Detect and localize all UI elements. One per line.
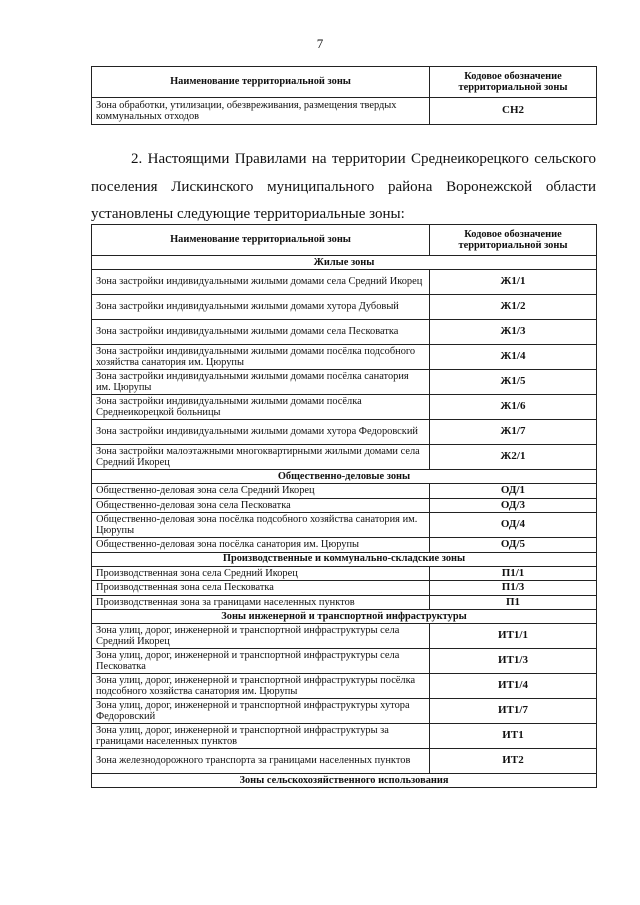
zone-code: Ж1/4 bbox=[430, 345, 597, 370]
section-title: Зоны инженерной и транспортной инфраструктуры bbox=[92, 610, 597, 624]
header-zone-name: Наименование территориальной зоны bbox=[92, 225, 430, 256]
zone-name: Зона застройки индивидуальными жилыми домами села Средний Икорец bbox=[92, 270, 430, 295]
table-row bbox=[92, 699, 597, 724]
zone-code: ОД/1 bbox=[430, 484, 597, 499]
zone-code: Ж1/3 bbox=[430, 320, 597, 345]
zone-code: П1 bbox=[430, 595, 597, 610]
header-zone-code: Кодовое обозначение территориальной зоны bbox=[430, 225, 597, 256]
zone-code: П1/3 bbox=[430, 581, 597, 596]
zone-name: Производственная зона за границами населенных пунктов bbox=[92, 595, 430, 610]
section-row bbox=[92, 610, 597, 624]
zone-name: Общественно-деловая зона посёлка подсобного хозяйства санатория им. Цюрупы bbox=[92, 513, 430, 538]
zone-code: ИТ1/3 bbox=[430, 649, 597, 674]
zone-name: Зона застройки индивидуальными жилыми домами посёлка подсобного хозяйства санатория им. Цюрупы bbox=[92, 345, 430, 370]
table-row bbox=[92, 581, 597, 596]
section-title: Производственные и коммунально-складские зоны bbox=[92, 552, 597, 566]
table-row bbox=[92, 395, 597, 420]
section-row bbox=[92, 552, 597, 566]
zone-name: Зона застройки индивидуальными жилыми домами хутора Федоровский bbox=[92, 420, 430, 445]
zone-name: Зона обработки, утилизации, обезвреживания, размещения твердых коммунальных отходов bbox=[92, 98, 430, 125]
zone-name: Зона улиц, дорог, инженерной и транспортной инфраструктуры посёлка подсобного хозяйства санатория им. Цюрупы bbox=[92, 674, 430, 699]
table-header-row bbox=[92, 67, 597, 98]
table-row bbox=[92, 595, 597, 610]
zone-name: Зона улиц, дорог, инженерной и транспортной инфраструктуры за границами населенных пунктов bbox=[92, 724, 430, 749]
zone-code: ИТ1/4 bbox=[430, 674, 597, 699]
table-row bbox=[92, 513, 597, 538]
zone-code: ОД/5 bbox=[430, 538, 597, 553]
zone-name: Общественно-деловая зона посёлка санатория им. Цюрупы bbox=[92, 538, 430, 553]
header-zone-code: Кодовое обозначение территориальной зоны bbox=[430, 67, 597, 98]
zone-name: Зона застройки индивидуальными жилыми домами посёлка Среднеикорецкой больницы bbox=[92, 395, 430, 420]
table-row bbox=[92, 320, 597, 345]
zone-code: ИТ1 bbox=[430, 724, 597, 749]
table-row bbox=[92, 345, 597, 370]
table-row bbox=[92, 724, 597, 749]
zone-code: Ж1/6 bbox=[430, 395, 597, 420]
zone-name: Производственная зона села Песковатка bbox=[92, 581, 430, 596]
zone-code: ИТ2 bbox=[430, 749, 597, 774]
table-row bbox=[92, 566, 597, 581]
zone-name: Общественно-деловая зона села Песковатка bbox=[92, 498, 430, 513]
body-paragraph bbox=[91, 146, 596, 229]
section-title: Жилые зоны bbox=[92, 256, 597, 270]
section-row bbox=[92, 470, 597, 484]
section-title: Общественно-деловые зоны bbox=[92, 470, 597, 484]
zone-name: Зона улиц, дорог, инженерной и транспортной инфраструктуры села Средний Икорец bbox=[92, 624, 430, 649]
table-row bbox=[92, 624, 597, 649]
zone-name: Зона застройки индивидуальными жилыми домами села Песковатка bbox=[92, 320, 430, 345]
zone-name: Зона застройки малоэтажными многоквартирными жилыми домами села Средний Икорец bbox=[92, 445, 430, 470]
table-row bbox=[92, 420, 597, 445]
zone-code: Ж1/7 bbox=[430, 420, 597, 445]
table-row bbox=[92, 270, 597, 295]
table-header-row bbox=[92, 225, 597, 256]
zone-code: Ж1/5 bbox=[430, 370, 597, 395]
table-row bbox=[92, 749, 597, 774]
zone-code: ОД/3 bbox=[430, 498, 597, 513]
section-row bbox=[92, 774, 597, 788]
section-title: Зоны сельскохозяйственного использования bbox=[92, 774, 597, 788]
zone-code: ОД/4 bbox=[430, 513, 597, 538]
zone-table-2 bbox=[91, 224, 597, 788]
zone-name: Общественно-деловая зона села Средний Икорец bbox=[92, 484, 430, 499]
zone-code: ИТ1/7 bbox=[430, 699, 597, 724]
zone-name: Зона застройки индивидуальными жилыми домами посёлка санатория им. Цюрупы bbox=[92, 370, 430, 395]
table-row bbox=[92, 484, 597, 499]
zone-name: Зона улиц, дорог, инженерной и транспортной инфраструктуры хутора Федоровский bbox=[92, 699, 430, 724]
table-row bbox=[92, 674, 597, 699]
zone-code: Ж1/1 bbox=[430, 270, 597, 295]
table-row bbox=[92, 498, 597, 513]
zone-code: П1/1 bbox=[430, 566, 597, 581]
zone-name: Производственная зона села Средний Икорец bbox=[92, 566, 430, 581]
table-row bbox=[92, 98, 597, 125]
zone-name: Зона железнодорожного транспорта за границами населенных пунктов bbox=[92, 749, 430, 774]
zone-code: Ж2/1 bbox=[430, 445, 597, 470]
zone-code: Ж1/2 bbox=[430, 295, 597, 320]
section-row bbox=[92, 256, 597, 270]
table-row bbox=[92, 295, 597, 320]
header-zone-name: Наименование территориальной зоны bbox=[92, 67, 430, 98]
table-row bbox=[92, 649, 597, 674]
zone-code: СН2 bbox=[430, 98, 597, 125]
zone-table-1 bbox=[91, 66, 597, 125]
table-row bbox=[92, 538, 597, 553]
table-row bbox=[92, 370, 597, 395]
zone-code: ИТ1/1 bbox=[430, 624, 597, 649]
table-row bbox=[92, 445, 597, 470]
zone-name: Зона улиц, дорог, инженерной и транспортной инфраструктуры села Песковатка bbox=[92, 649, 430, 674]
zone-name: Зона застройки индивидуальными жилыми домами хутора Дубовый bbox=[92, 295, 430, 320]
page-number: 7 bbox=[316, 36, 324, 51]
paragraph-text: 2. Настоящими Правилами на территории Среднеикорецкого сельского поселения Лискинского муниципального района Воронежской области установлены следующие территориальные зоны: bbox=[91, 151, 596, 222]
